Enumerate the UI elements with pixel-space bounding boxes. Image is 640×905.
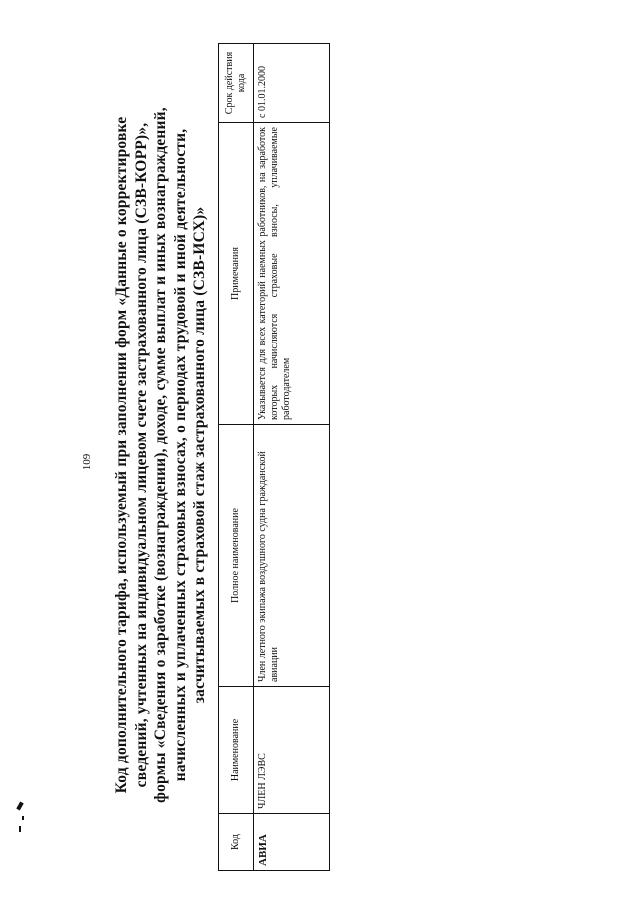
cell-term: с 01.01.2000: [254, 44, 330, 123]
table-row: [254, 44, 330, 871]
header-code: Код: [219, 814, 254, 871]
title-line: Код дополнительного тарифа, используемый при заполнении форм «Данные о корректировке: [113, 116, 130, 794]
tariff-code-table: [218, 43, 330, 871]
cell-full-name: Член летного экипажа воздушного судна гражданской авиации: [254, 425, 330, 687]
title-line: засчитываемых в страховой стаж застрахованного лица (СЗВ-ИСХ)»: [191, 206, 208, 704]
header-term: Срок действия кода: [219, 44, 254, 123]
cell-notes: Указывается для всех категорий наемных работников, на заработок которых начисляются страховые взносы, уплачиваемые работодателем: [254, 123, 330, 425]
page-number: 109: [81, 453, 93, 471]
header-full-name: Полное наименование: [219, 425, 254, 687]
document-title: [112, 85, 210, 825]
title-line: начисленных и уплаченных страховых взносах, о периодах трудовой и иной деятельности,: [171, 128, 189, 782]
cell-name: ЧЛЕН ЛЭВС: [254, 687, 330, 814]
header-name: Наименование: [219, 687, 254, 814]
title-line: сведений, учтенных на индивидуальном лицевом счете застрахованного лица (СЗВ-КОРР)»,: [132, 122, 150, 788]
cell-code: АВИА: [254, 814, 330, 871]
title-line: формы «Сведения о заработке (вознаграждении), доходе, сумме выплат и иных вознаграждений,: [152, 107, 169, 803]
table-header-row: [219, 44, 254, 871]
header-notes: Примечания: [219, 123, 254, 425]
